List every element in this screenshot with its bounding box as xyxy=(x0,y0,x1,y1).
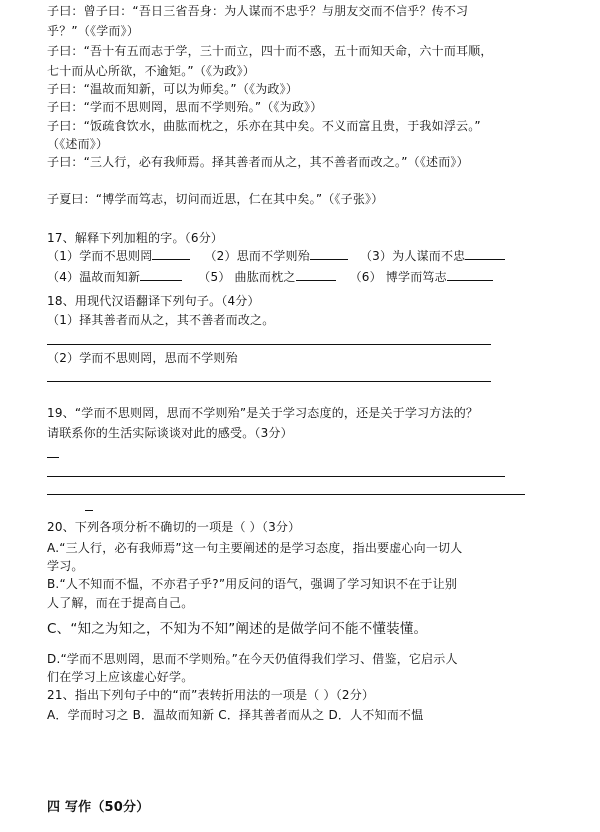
q18-item-2: （2）学而不思则罔，思而不学则殆 xyxy=(47,351,238,365)
q17-blank-3[interactable] xyxy=(465,247,505,260)
q20-option-a-line-2: 学习。 xyxy=(47,559,84,573)
q17-item-2: （2）思而不学则殆 xyxy=(204,249,310,263)
q20-option-d-line-2: 们在学习上应该虚心好学。 xyxy=(47,670,194,684)
q19-answer-line-3[interactable] xyxy=(47,494,525,495)
q18-item-1: （1）择其善者而从之，其不善者而改之。 xyxy=(47,313,275,327)
passage-line-3: 子曰：“吾十有五而志于学，三十而立，四十而不惑，五十而知天命，六十而耳顺， xyxy=(47,44,493,58)
q18-answer-line-1[interactable] xyxy=(47,344,491,345)
q17-item-1: （1）学而不思则罔 xyxy=(47,249,153,263)
q19-answer-line-2[interactable] xyxy=(47,476,505,477)
q17-item-4: （4）温故而知新 xyxy=(47,270,141,284)
section-4-heading: 四 写作（50分） xyxy=(47,800,150,815)
q17-title: 17、解释下列加粗的字。（6分） xyxy=(47,231,224,245)
q20-option-b-line-1: B.“人不知而不愠，不亦君子乎?”用反问的语气，强调了学习知识不在于让别 xyxy=(47,577,458,591)
q19-answer-line-4[interactable] xyxy=(85,510,93,511)
passage-line-5: 子曰：“温故而知新，可以为师矣。”（《为政》） xyxy=(47,82,299,96)
q17-blank-4[interactable] xyxy=(140,268,182,281)
q20-option-c: C、“知之为知之，不知为不知”阐述的是做学问不能不懂装懂。 xyxy=(47,621,428,637)
q20-option-d-line-1: D.“学而不思则罔，思而不学则殆。”在今天仍值得我们学习、借鉴，它启示人 xyxy=(47,652,458,666)
passage-line-2: 乎？”（《学而》） xyxy=(47,24,140,38)
q17-blank-1[interactable] xyxy=(152,247,190,260)
q18-answer-line-2[interactable] xyxy=(47,381,491,382)
passage-line-10: 子夏曰：“博学而笃志，切问而近思，仁在其中矣。”（《子张》） xyxy=(47,192,384,206)
q17-item-5: （5） 曲肱而枕之 xyxy=(198,270,296,284)
q20-option-b-line-2: 人了解，而在于提高自己。 xyxy=(47,596,194,610)
q17-row-2 xyxy=(47,268,493,286)
passage-line-4: 七十而从心所欲，不逾矩。”（《为政》） xyxy=(47,64,256,78)
passage-line-8: （《述而》） xyxy=(47,137,109,151)
q17-blank-5[interactable] xyxy=(296,268,336,281)
q17-item-6: （6） 博学而笃志 xyxy=(349,270,447,284)
q18-title: 18、用现代汉语翻译下列句子。（4分） xyxy=(47,294,260,308)
q17-blank-6[interactable] xyxy=(447,268,493,281)
q19-line-1: 19、“学而不思则罔，思而不学则殆”是关于学习态度的，还是关于学习方法的？ xyxy=(47,406,479,420)
q20-title: 20、下列各项分析不确切的一项是（ ）（3分） xyxy=(47,520,301,534)
q20-option-a-line-1: A.“三人行，必有我师焉”这一句主要阐述的是学习态度，指出要虚心向一切人 xyxy=(47,541,463,555)
q17-blank-2[interactable] xyxy=(310,247,348,260)
passage-line-7: 子曰：“饭疏食饮水，曲肱而枕之，乐亦在其中矣。不义而富且贵，于我如浮云。” xyxy=(47,119,481,133)
q21-title: 21、指出下列句子中的“而”表转折用法的一项是（ ）（2分） xyxy=(47,688,375,702)
passage-line-6: 子曰：“学而不思则罔，思而不学则殆。”（《为政》） xyxy=(47,100,323,114)
passage-line-1: 子曰：曾子曰：“吾日三省吾身：为人谋而不忠乎？与朋友交而不信乎？传不习 xyxy=(47,4,469,18)
q17-item-3: （3）为人谋而不忠 xyxy=(359,249,466,263)
q21-options: A．学而时习之 B．温故而知新 C．择其善者而从之 D．人不知而不愠 xyxy=(47,708,424,722)
q19-line-2: 请联系你的生活实际谈谈对此的感受。（3分） xyxy=(47,426,293,440)
q19-answer-line-1[interactable] xyxy=(47,457,59,458)
passage-line-9: 子曰：“三人行，必有我师焉。择其善者而从之，其不善者而改之。”（《述而》） xyxy=(47,155,469,169)
q17-row-1 xyxy=(47,247,505,265)
